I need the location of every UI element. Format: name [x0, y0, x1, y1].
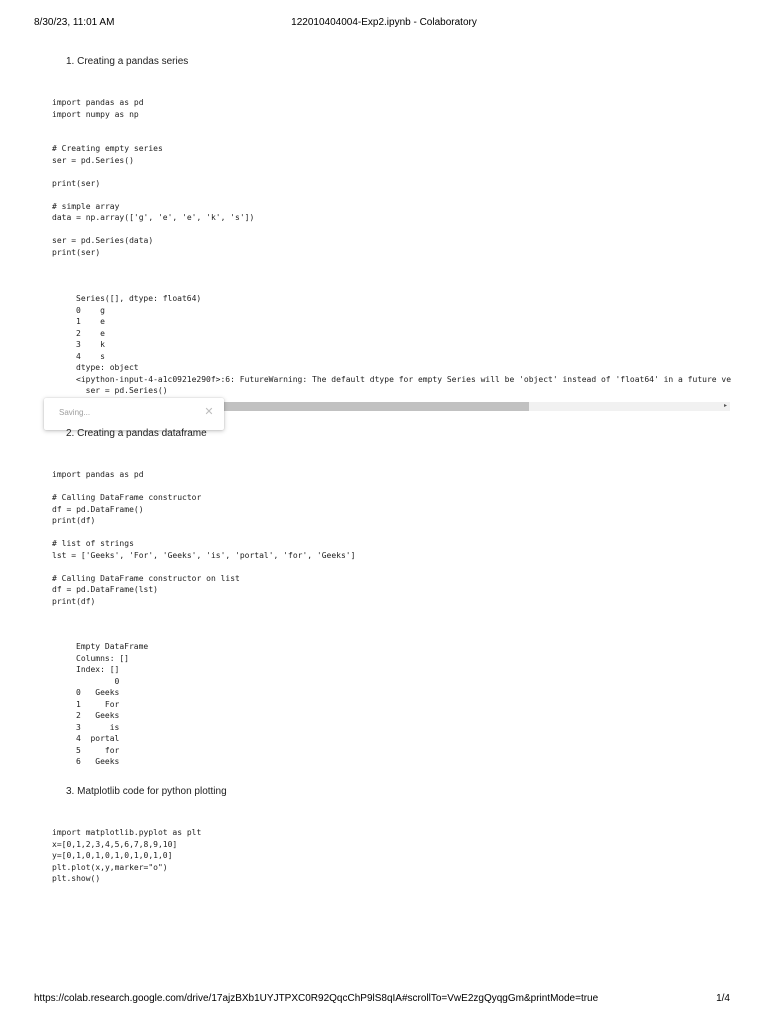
saving-toast: [44, 398, 224, 430]
section-heading-dataframe: 2. Creating a pandas dataframe: [66, 428, 207, 439]
section-heading-series: 1. Creating a pandas series: [66, 56, 189, 67]
print-datetime: 8/30/23, 11:01 AM: [34, 17, 115, 28]
code-cell-series[interactable]: import pandas as pd import numpy as np # Creating empty series ser = pd.Series() print(ser) # simple array data = np.array(['g', 'e', 'e', 'k', 's']) ser = pd.Series(data) print(ser): [52, 98, 255, 257]
print-header: [0, 17, 768, 33]
code-cell-dataframe[interactable]: import pandas as pd # Calling DataFrame constructor df = pd.DataFrame() print(df) # list of strings lst = ['Geeks', 'For', 'Geeks', 'is', 'portal', 'for', 'Geeks'] # Calling DataFrame constructor on list df = pd.DataFrame(lst) print(df): [52, 470, 356, 606]
print-url: https://colab.research.google.com/drive/17ajzBXb1UYJTPXC0R92QqcChP9lS8qIA#scrollTo=VwE2zgQyqgGm&printMode=true: [34, 993, 599, 1004]
scroll-right-arrow-icon[interactable]: ▸: [723, 403, 727, 409]
code-cell-matplotlib[interactable]: import matplotlib.pyplot as plt x=[0,1,2,3,4,5,6,7,8,9,10] y=[0,1,0,1,0,1,0,1,0,1,0] plt.plot(x,y,marker="o") plt.show(): [52, 828, 202, 883]
section-heading-matplotlib: 3. Matplotlib code for python plotting: [66, 786, 227, 797]
print-footer: [0, 993, 768, 1009]
output-cell-series: Series([], dtype: float64) 0 g 1 e 2 e 3 k 4 s dtype: object <ipython-input-4-a1c0921e290f>:6: FutureWarning: The default dtype for empty Series will be 'object' instead of 'float64' in a future ve ser = pd.Series(): [76, 294, 731, 395]
page-number: 1/4: [716, 993, 730, 1004]
saving-toast-text: Saving...: [59, 408, 91, 417]
close-icon[interactable]: ✕: [204, 406, 214, 418]
print-page-title: 122010404004-Exp2.ipynb - Colaboratory: [291, 17, 477, 28]
output-cell-dataframe: Empty DataFrame Columns: [] Index: [] 0 0 Geeks 1 For 2 Geeks 3 is 4 portal 5 for 6 Geeks: [76, 642, 149, 766]
